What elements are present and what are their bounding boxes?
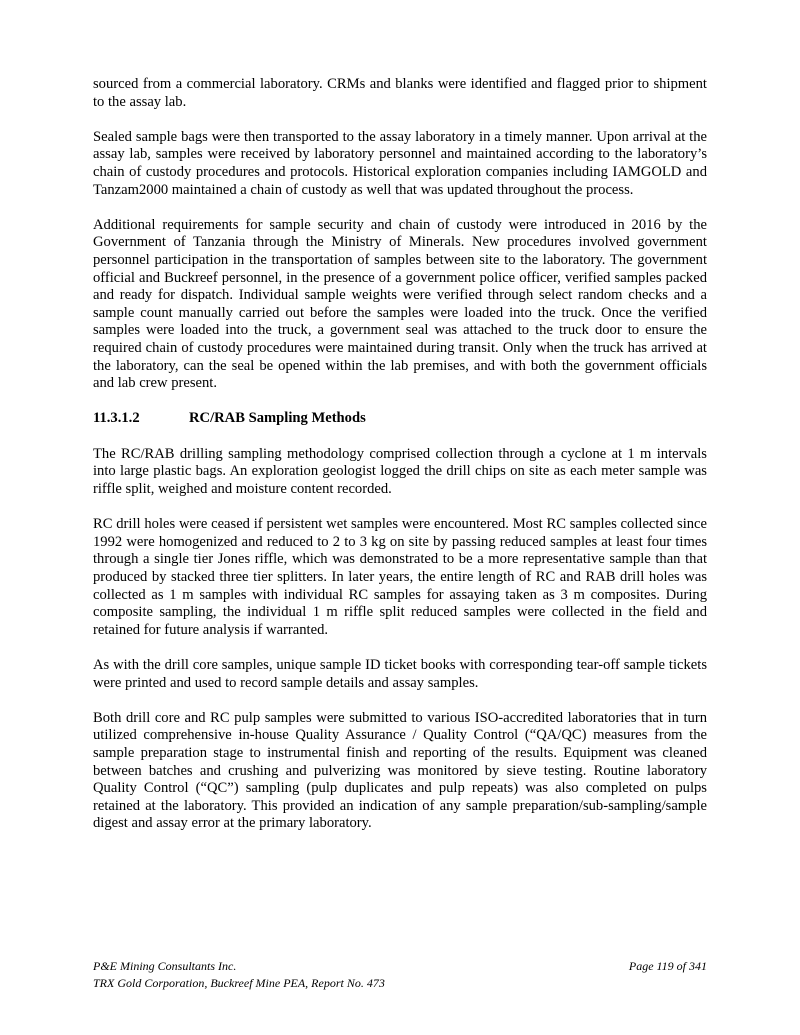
paragraph-3: Additional requirements for sample security and chain of custody were introduced in 2016 by the Government of Tanzania through the Ministry of Minerals. New procedures involved government personnel participation in the transportation of samples between site to the laboratory. The government official and Buckreef personnel, in the presence of a government police officer, verified samples packed and ready for dispatch. Individual sample weights were verified through select random checks and a sample count manually carried out before the samples were loaded into the truck. Once the verified samples were loaded into the truck, a government seal was attached to the truck door to ensure the required chain of custody procedures were maintained during transit. Only when the truck has arrived at the laboratory, can the seal be opened within the lab premises, and with both the government officials and lab crew present. — [93, 216, 707, 392]
page-footer — [93, 958, 707, 992]
footer-report: TRX Gold Corporation, Buckreef Mine PEA, Report No. 473 — [93, 976, 385, 990]
section-number: 11.3.1.2 — [93, 410, 140, 427]
paragraph-2: Sealed sample bags were then transported to the assay laboratory in a timely manner. Upon arrival at the assay lab, samples were received by laboratory personnel and maintained according to the laboratory’s chain of custody procedures and protocols. Historical exploration companies including IAMGOLD and Tanzam2000 maintained a chain of custody as well that was updated throughout the process. — [93, 128, 707, 198]
paragraph-6: As with the drill core samples, unique sample ID ticket books with corresponding tear-off sample tickets were printed and used to record sample details and assay samples. — [93, 657, 707, 691]
paragraph-7: Both drill core and RC pulp samples were submitted to various ISO-accredited laboratories that in turn utilized comprehensive in-house Quality Assurance / Quality Control (“QA/QC) measures from the sample preparation stage to instrumental finish and reporting of the results. Equipment was cleaned between batches and crushing and pulverizing was monitored by sieve testing. Routine laboratory Quality Control (“QC”) sampling (pulp duplicates and pulp repeats) was also completed on pulps retained at the laboratory. This provided an indication of any sample preparation/sub-sampling/sample digest and assay error at the primary laboratory. — [93, 709, 707, 832]
footer-company: P&E Mining Consultants Inc. — [93, 959, 237, 973]
paragraph-5: RC drill holes were ceased if persistent wet samples were encountered. Most RC samples collected since 1992 were homogenized and reduced to 2 to 3 kg on site by passing reduced samples at least four times through a single tier Jones riffle, which was demonstrated to be a more representative sample than that produced by stacked three tier splitters. In later years, the entire length of RC and RAB drill holes was collected as 1 m samples with individual RC samples for assaying taken as 3 m composites. During composite sampling, the individual 1 m riffle split reduced samples were collected in the field and retained for future analysis if warranted. — [93, 516, 707, 638]
section-title: RC/RAB Sampling Methods — [189, 410, 366, 427]
page-body — [93, 76, 707, 851]
paragraph-4: The RC/RAB drilling sampling methodology comprised collection through a cyclone at 1 m intervals into large plastic bags. An exploration geologist logged the drill chips on site as each meter sample was riffle split, weighed and moisture content recorded. — [93, 445, 707, 498]
footer-page-number: Page 119 of 341 — [628, 959, 707, 973]
paragraph-1: sourced from a commercial laboratory. CRMs and blanks were identified and flagged prior to shipment to the assay lab. — [93, 76, 707, 110]
section-heading — [93, 410, 707, 428]
